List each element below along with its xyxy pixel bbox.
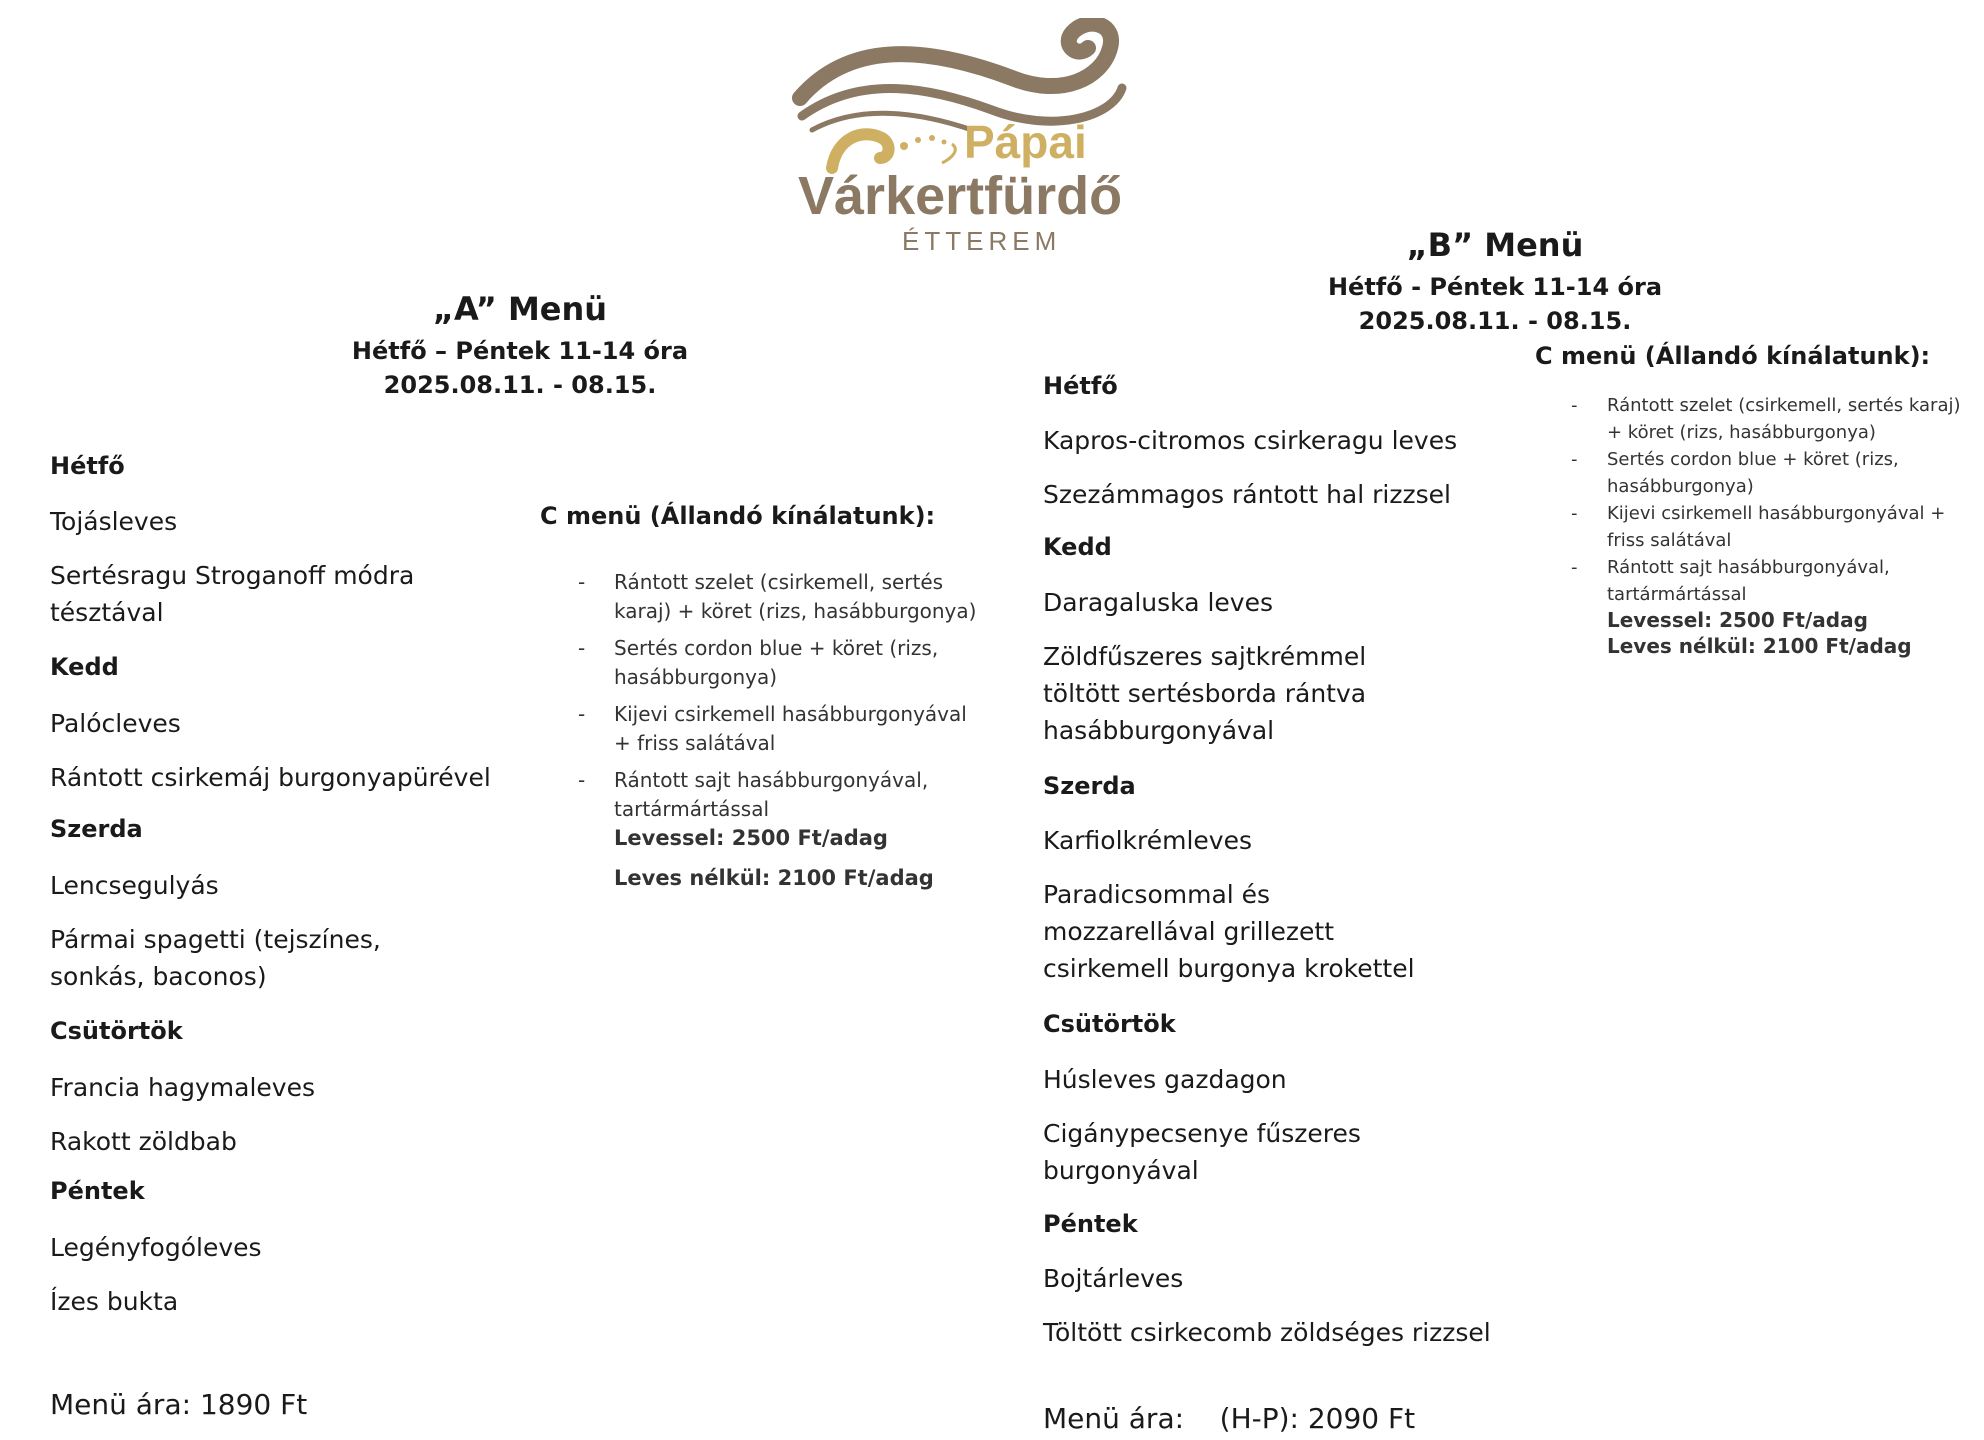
- menu-b-item: Szezámmagos rántott hal rizzsel: [1043, 480, 1451, 509]
- menu-b-header: [1300, 226, 1690, 338]
- menu-a-item: Francia hagymaleves: [50, 1073, 315, 1102]
- c-menu-left-list: [578, 568, 980, 824]
- menu-b-item: Húsleves gazdagon: [1043, 1065, 1287, 1094]
- menu-b-hours: Hétfő - Péntek 11-14 óra: [1327, 273, 1663, 301]
- menu-a-hours: Hétfő – Péntek 11-14 óra: [351, 337, 689, 365]
- list-item: - Sertés cordon blue + köret (rizs, hasábburgonya): [578, 636, 939, 689]
- c-menu-right-price-with-soup: Levessel: 2500 Ft/adag: [1607, 608, 1868, 632]
- list-item: - Sertés cordon blue + köret (rizs, hasábburgonya): [1571, 449, 1899, 497]
- menu-a-dates: 2025.08.11. - 08.15.: [383, 371, 657, 399]
- menu-a-item: Ízes bukta: [50, 1287, 179, 1316]
- menu-b-item: Zöldfűszeres sajtkrémmel töltött sertésborda rántva hasábburgonyával: [1043, 642, 1367, 745]
- c-menu-left-title: C menü (Állandó kínálatunk):: [540, 502, 936, 530]
- restaurant-logo: [792, 18, 1138, 256]
- menu-a-day-name: Kedd: [50, 653, 119, 681]
- menu-b-title: „B” Menü: [1406, 226, 1584, 264]
- menu-b-item: Cigánypecsenye fűszeres burgonyával: [1043, 1119, 1361, 1185]
- menu-a-item: Pármai spagetti (tejszínes, sonkás, baconos): [50, 925, 381, 991]
- menu-a-item: Tojásleves: [50, 507, 178, 536]
- menu-b-price: Menü ára: (H-P): 2090 Ft: [1043, 1402, 1416, 1435]
- menu-a-title: „A” Menü: [432, 290, 608, 328]
- logo-line2: Várkertfürdő: [798, 166, 1123, 226]
- list-item: - Rántott sajt hasábburgonyával, tartármártással: [578, 768, 929, 821]
- menu-a-day-name: Hétfő: [50, 452, 125, 480]
- menu-a-item: Palócleves: [50, 709, 181, 738]
- menu-b-item: Karfiolkrémleves: [1043, 826, 1253, 855]
- menu-a-header: [310, 290, 730, 402]
- c-menu-left: [540, 502, 980, 890]
- logo-line1: Pápai: [964, 116, 1087, 168]
- list-item: - Rántott szelet (csirkemell, sertés karaj) + köret (rizs, hasábburgonya): [1571, 395, 1961, 443]
- list-item: - Kijevi csirkemell hasábburgonyával + friss salátával: [1571, 503, 1946, 551]
- logo-line3: ÉTTEREM: [902, 226, 1062, 256]
- wave-logo-graphic: [792, 18, 1138, 256]
- menu-a-day-name: Csütörtök: [50, 1017, 183, 1045]
- list-item: - Rántott szelet (csirkemell, sertés karaj) + köret (rizs, hasábburgonya): [578, 570, 977, 623]
- menu-b-day-name: Csütörtök: [1043, 1010, 1176, 1038]
- menu-a-item: Rántott csirkemáj burgonyapürével: [50, 763, 491, 792]
- c-menu-left-price-with-soup: Levessel: 2500 Ft/adag: [614, 826, 888, 850]
- menu-a-price: Menü ára: 1890 Ft: [50, 1388, 308, 1421]
- c-menu-right: [1535, 342, 1965, 658]
- menu-a-day-name: Péntek: [50, 1177, 145, 1205]
- list-item: - Rántott sajt hasábburgonyával, tartármártással: [1571, 557, 1890, 605]
- c-menu-right-title: C menü (Állandó kínálatunk):: [1535, 342, 1931, 370]
- list-item: - Kijevi csirkemell hasábburgonyával + friss salátával: [578, 702, 967, 755]
- c-menu-right-list: [1571, 392, 1965, 608]
- menu-b-item: Paradicsommal és mozzarellával grillezett csirkemell burgonya krokettel: [1043, 880, 1415, 983]
- c-menu-right-price-without-soup: Leves nélkül: 2100 Ft/adag: [1607, 634, 1912, 658]
- c-menu-left-price-without-soup: Leves nélkül: 2100 Ft/adag: [614, 866, 934, 890]
- menu-b-item: Bojtárleves: [1043, 1264, 1184, 1293]
- menu-b-day-name: Hétfő: [1043, 372, 1118, 400]
- menu-a-item: Rakott zöldbab: [50, 1127, 237, 1156]
- menu-b-item: Daragaluska leves: [1043, 588, 1274, 617]
- menu-b-day-name: Péntek: [1043, 1210, 1138, 1238]
- menu-a-item: Sertésragu Stroganoff módra tésztával: [50, 561, 415, 627]
- menu-b-day-name: Szerda: [1043, 772, 1136, 800]
- menu-b-item: Töltött csirkecomb zöldséges rizzsel: [1043, 1318, 1491, 1347]
- menu-a-item: Lencsegulyás: [50, 871, 219, 900]
- menu-b-item: Kapros-citromos csirkeragu leves: [1043, 426, 1458, 455]
- menu-a-item: Legényfogóleves: [50, 1233, 262, 1262]
- menu-b-day-name: Kedd: [1043, 533, 1112, 561]
- menu-a-day-name: Szerda: [50, 815, 143, 843]
- menu-b-dates: 2025.08.11. - 08.15.: [1358, 307, 1632, 335]
